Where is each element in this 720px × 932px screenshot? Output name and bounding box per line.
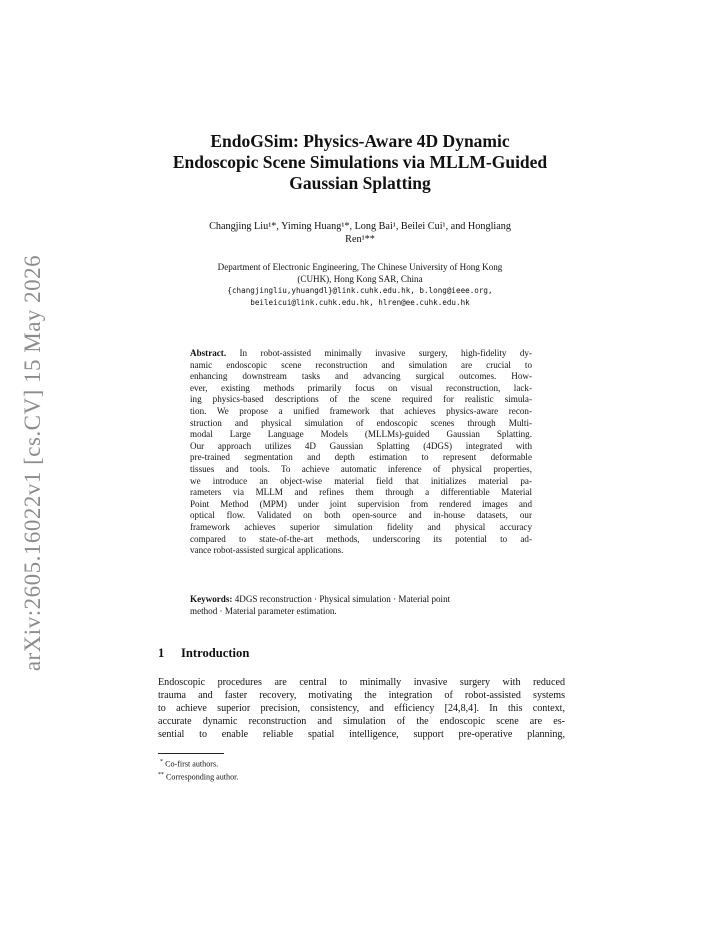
abstract-label: Abstract. xyxy=(190,348,227,358)
affiliation-line: (CUHK), Hong Kong SAR, China xyxy=(297,273,423,284)
abstract-line: tissues and tools. To achieve automatic inference of physical properties, xyxy=(190,463,532,474)
section-title: Introduction xyxy=(181,646,250,660)
abstract-line: framework achieves superior simulation fidelity and physical accuracy xyxy=(190,521,532,532)
abstract-line: ing physics-based descriptions of the scene required for realistic simula- xyxy=(190,394,532,405)
keywords-first-line xyxy=(190,594,532,606)
footnote-item xyxy=(158,757,238,770)
keywords-line: method · Material parameter estimation. xyxy=(190,605,337,616)
footnote-text: Co-first authors. xyxy=(165,759,219,769)
abstract-line: pre-trained segmentation and depth estimation to represent deformable xyxy=(190,452,532,463)
email-line: beileicui@link.cuhk.edu.hk, hlren@ee.cuhk.edu.hk xyxy=(250,297,470,307)
abstract-first-line xyxy=(190,348,532,360)
abstract-line: modal Large Language Models (MLLMs)-guided Gaussian Splatting. xyxy=(190,429,532,440)
body-line: accurate dynamic reconstruction and simulation of the endoscopic scene are es- xyxy=(158,716,565,727)
keywords-label: Keywords: xyxy=(190,594,233,604)
footnote-marker: * xyxy=(160,759,164,765)
title-line: Gaussian Splatting xyxy=(289,173,431,193)
title-line: EndoGSim: Physics-Aware 4D Dynamic xyxy=(210,131,510,151)
abstract-line: tion. We propose a unified framework that achieves physics-aware recon- xyxy=(190,405,532,416)
abstract-block xyxy=(190,348,532,557)
abstract-line: Point Method (MPM) under joint supervision from rendered images and xyxy=(190,498,532,509)
footnote-rule xyxy=(158,753,224,754)
introduction-paragraph xyxy=(158,676,565,741)
keywords-text: 4DGS reconstruction · Physical simulation · Material point xyxy=(234,594,451,604)
abstract-line: compared to state-of-the-art methods, underscoring its potential to ad- xyxy=(190,533,532,544)
footnotes xyxy=(158,757,238,783)
author-list xyxy=(160,220,560,246)
title-line: Endoscopic Scene Simulations via MLLM-Guided xyxy=(172,152,548,172)
email-line: {changjingliu,yhuangdl}@link.cuhk.edu.hk, b.long@ieee.org, xyxy=(227,286,493,295)
abstract-line: we introduce an object-wise material field that initializes material pa- xyxy=(190,475,532,486)
footnote-text: Corresponding author. xyxy=(166,772,239,782)
abstract-text: In robot-assisted minimally invasive surgery, high-fidelity dy- xyxy=(239,348,532,358)
body-line: Endoscopic procedures are central to minimally invasive surgery with reduced xyxy=(158,677,565,688)
affiliation-block xyxy=(160,262,560,308)
paper-title xyxy=(150,131,570,194)
keywords-block xyxy=(190,594,532,617)
abstract-line: optical flow. Validated on both open-source and in-house datasets, our xyxy=(190,510,532,521)
abstract-line: ever, existing methods primarily focus on visual reconstruction, lack- xyxy=(190,382,532,393)
body-line: trauma and faster recovery, motivating the integration of robot-assisted systems xyxy=(158,690,565,701)
section-heading xyxy=(158,646,249,661)
body-line: to achieve superior precision, consistency, and efficiency [24,8,4]. In this context, xyxy=(158,703,565,714)
abstract-line: Our approach utilizes 4D Gaussian Splatting (4DGS) integrated with xyxy=(190,440,532,451)
abstract-line: enhancing downstream tasks and advancing surgical outcomes. How- xyxy=(190,371,532,382)
body-line: sential to enable reliable spatial intelligence, support pre-operative planning, xyxy=(158,729,565,740)
affiliation-line: Department of Electronic Engineering, The Chinese University of Hong Kong xyxy=(217,262,503,272)
section-number: 1 xyxy=(158,646,165,660)
abstract-line: vance robot-assisted surgical applications. xyxy=(190,545,344,556)
footnote-item xyxy=(158,770,238,783)
abstract-line: namic endoscopic scene reconstruction and simulation are crucial to xyxy=(190,359,532,370)
arxiv-identifier-stamp[interactable] xyxy=(16,250,50,675)
footnote-marker: ** xyxy=(158,771,164,778)
authors-line: Changjing Liu¹*, Yiming Huang¹*, Long Bai¹, Beilei Cui¹, and Hongliang xyxy=(209,221,511,232)
abstract-line: struction and physical simulation of endoscopic scenes through Multi- xyxy=(190,417,532,428)
authors-line: Ren¹** xyxy=(345,234,375,245)
arxiv-id-text: arXiv:2605.16022v1 [cs.CV] 15 May 2026 xyxy=(20,254,46,671)
abstract-line: rameters via MLLM and refines them through a differentiable Material xyxy=(190,487,532,498)
